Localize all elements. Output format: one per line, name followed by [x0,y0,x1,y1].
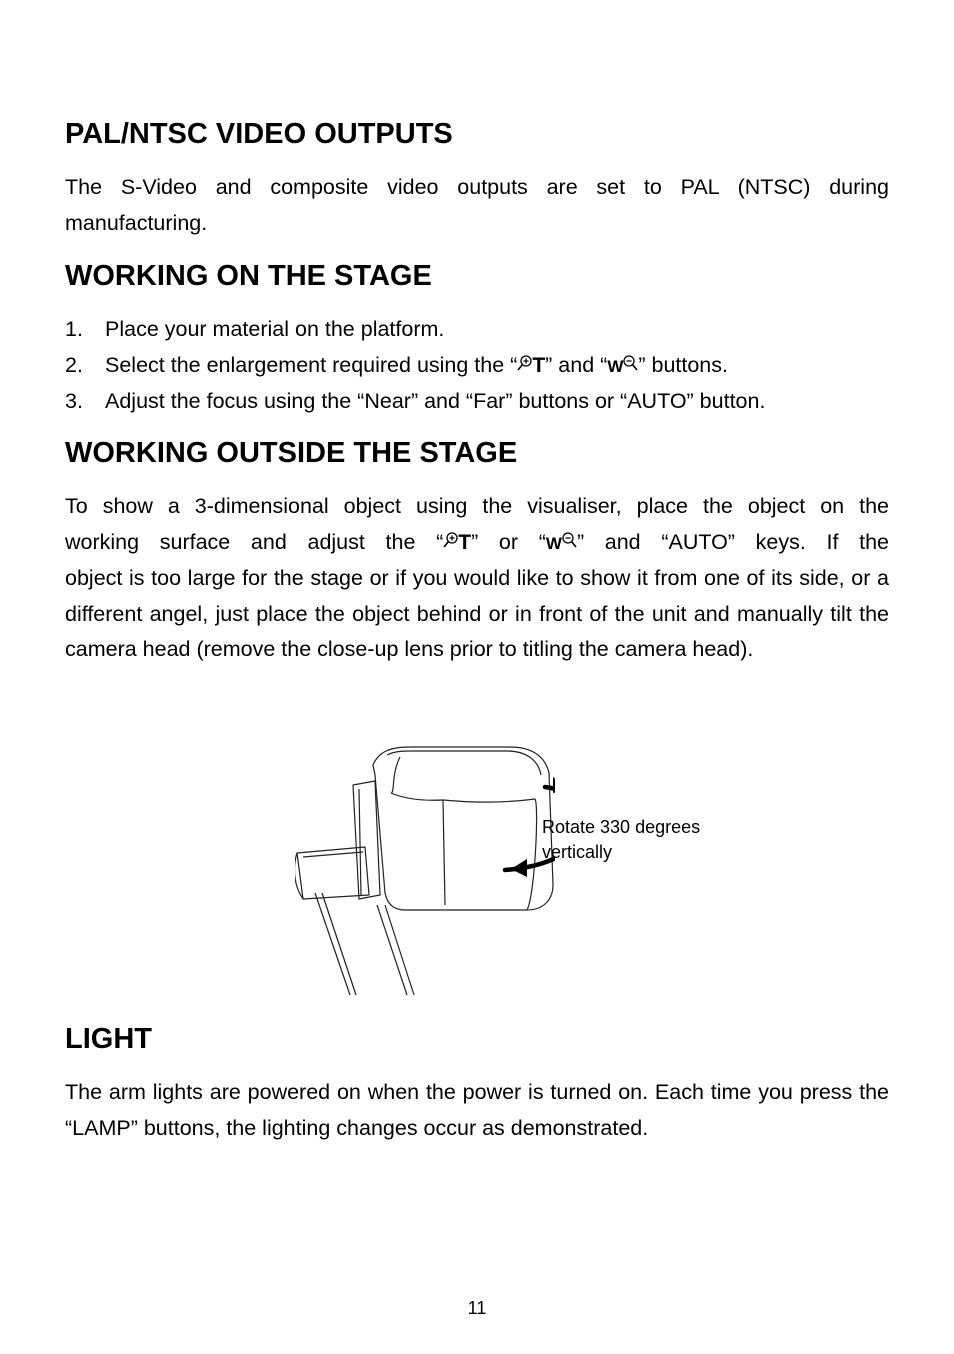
outside-line-1: To show a 3-dimensional object using the visualiser, place the object on the [65,494,889,518]
arrowhead-bottom [511,859,527,877]
pal-ntsc-paragraph: The S-Video and composite video outputs are set to PAL (NTSC) during manufacturing. [65,175,889,235]
tele-key: T [443,525,471,561]
heading-working-on-stage: WORKING ON THE STAGE [65,260,432,292]
heading-pal-ntsc: PAL/NTSC VIDEO OUTPUTS [65,118,453,150]
rotation-label: Rotate 330 degrees vertically [542,817,701,862]
arm-line [322,893,356,995]
zoom-in-icon [443,532,458,549]
arm-line [377,905,407,995]
outside-line-2: working surface and adjust the “ T ” or “ W ” and “AUTO” keys. If the [65,525,889,562]
zoom-out-icon [623,355,638,372]
camera-head-body [373,747,553,910]
wide-key: W [546,526,577,562]
outside-stage-paragraph [65,489,889,668]
page-number: 11 [467,1298,487,1318]
stage-steps-list [65,312,889,420]
list-item: 1. Place your material on the platform. [65,317,445,341]
camera-head-rotation-illustration [295,745,555,1000]
list-item: 2. Select the enlargement required using the “ T ” and “ W ” buttons. [65,348,889,385]
list-item: 3. Adjust the focus using the “Near” and “Far” buttons or “AUTO” button. [65,389,766,413]
wide-key: W [607,349,638,385]
zoom-out-icon [562,532,577,549]
arm-line [385,905,414,995]
camera-rear-plate [353,781,380,899]
tele-key: T [517,348,545,384]
outside-rest: object is too large for the stage or if you would like to show it from one of its side, or a different angel, just place the object behind or in front of the unit and manually tilt the camera head (remove the close-up lens prior to titling the camera head). [65,566,889,661]
heading-working-outside-stage: WORKING OUTSIDE THE STAGE [65,437,518,469]
light-paragraph: The arm lights are powered on when the power is turned on. Each time you press the “LAMP” buttons, the lighting changes occur as demonstrated. [65,1080,889,1140]
arm-line [315,893,350,995]
arrowhead-top [553,777,555,793]
zoom-in-icon [517,355,532,372]
heading-light: LIGHT [65,1023,152,1055]
